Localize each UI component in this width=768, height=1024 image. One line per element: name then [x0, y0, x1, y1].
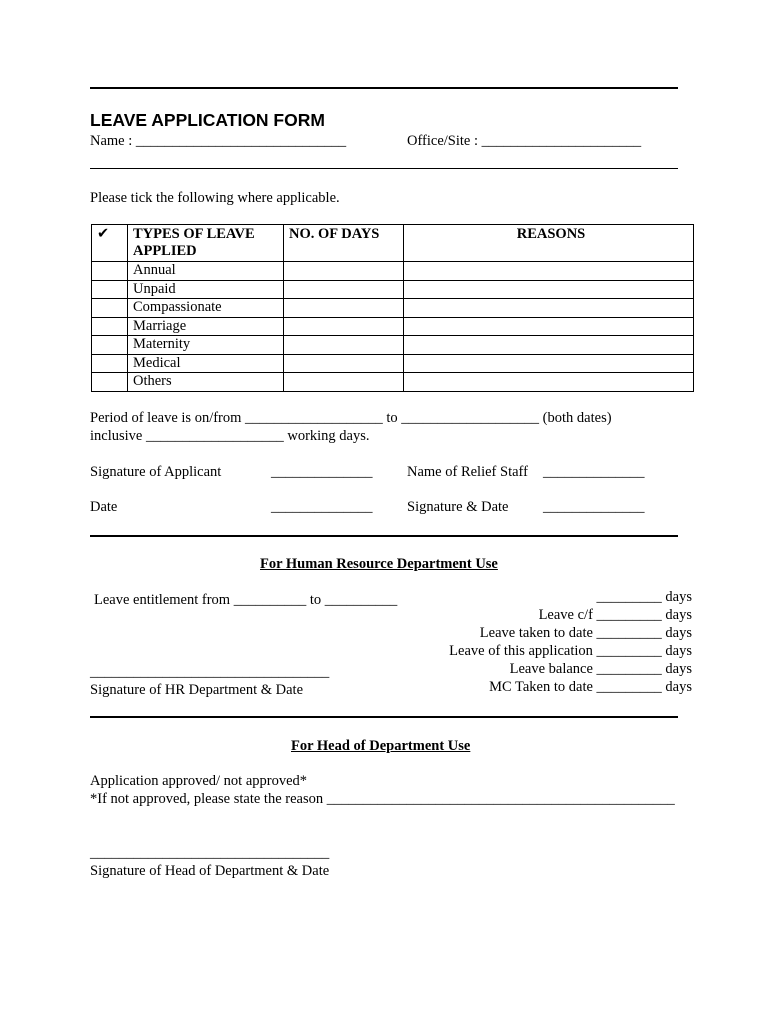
applicant-signature-field[interactable]: ______________ [271, 464, 373, 480]
hr-days-line[interactable]: _________ days [596, 589, 692, 605]
reason-cell[interactable] [404, 354, 694, 373]
relief-staff-label: Name of Relief Staff [407, 464, 528, 480]
name-field[interactable]: Name : _____________________________ [90, 133, 347, 149]
table-row [92, 299, 694, 318]
leave-this-application-line[interactable]: Leave of this application _________ days [449, 643, 692, 659]
leave-type-cell: Others [128, 373, 284, 392]
tick-cell[interactable] [92, 354, 128, 373]
tick-cell[interactable] [92, 299, 128, 318]
hod-signature-label: Signature of Head of Department & Date [90, 863, 330, 879]
col-reasons-header: REASONS [404, 225, 694, 262]
reason-cell[interactable] [404, 299, 694, 318]
approval-status-text[interactable]: Application approved/ not approved* [90, 773, 308, 789]
working-days-field[interactable]: inclusive ___________________ working days. [90, 428, 370, 444]
col-days-header: NO. OF DAYS [284, 225, 404, 262]
instruction-text: Please tick the following where applicable. [90, 190, 340, 206]
days-cell[interactable] [284, 354, 404, 373]
table-row [92, 317, 694, 336]
leave-type-cell: Unpaid [128, 280, 284, 299]
reason-cell[interactable] [404, 336, 694, 355]
leave-type-cell: Medical [128, 354, 284, 373]
leave-cf-line[interactable]: Leave c/f _________ days [538, 607, 692, 623]
signature-date-label: Signature & Date [407, 499, 509, 515]
hod-section-heading: For Head of Department Use [291, 738, 471, 754]
mc-taken-line[interactable]: MC Taken to date _________ days [489, 679, 692, 695]
section-divider-hod [90, 716, 678, 718]
leave-entitlement-field[interactable]: Leave entitlement from __________ to __________ [94, 592, 398, 608]
leave-types-table [91, 224, 694, 392]
days-cell[interactable] [284, 262, 404, 281]
reason-cell[interactable] [404, 280, 694, 299]
date-label: Date [90, 499, 118, 515]
tick-cell[interactable] [92, 373, 128, 392]
leave-balance-line[interactable]: Leave balance _________ days [509, 661, 692, 677]
rejection-reason-field[interactable]: *If not approved, please state the reason ________________________________________________ [90, 791, 675, 807]
table-row [92, 262, 694, 281]
leave-type-cell: Annual [128, 262, 284, 281]
table-row [92, 373, 694, 392]
tick-cell[interactable] [92, 317, 128, 336]
leave-type-cell: Marriage [128, 317, 284, 336]
days-cell[interactable] [284, 280, 404, 299]
date-field[interactable]: ______________ [271, 499, 373, 515]
reason-cell[interactable] [404, 373, 694, 392]
table-row [92, 336, 694, 355]
hr-section-heading: For Human Resource Department Use [260, 556, 498, 572]
relief-staff-field[interactable]: ______________ [543, 464, 645, 480]
table-header-row [92, 225, 694, 262]
applicant-signature-label: Signature of Applicant [90, 464, 222, 480]
tick-cell[interactable] [92, 262, 128, 281]
hr-signature-label: Signature of HR Department & Date [90, 682, 304, 698]
days-cell[interactable] [284, 336, 404, 355]
form-title: LEAVE APPLICATION FORM [90, 110, 325, 130]
reason-cell[interactable] [404, 262, 694, 281]
leave-type-cell: Maternity [128, 336, 284, 355]
top-rule [90, 87, 678, 89]
leave-type-cell: Compassionate [128, 299, 284, 318]
section-divider-hr [90, 535, 678, 537]
days-cell[interactable] [284, 373, 404, 392]
reason-cell[interactable] [404, 317, 694, 336]
tick-cell[interactable] [92, 336, 128, 355]
leave-period-field[interactable]: Period of leave is on/from ___________________ to ___________________ (both dates) [90, 410, 612, 426]
office-site-field[interactable]: Office/Site : ______________________ [407, 133, 642, 149]
hod-signature-line[interactable]: _________________________________ [90, 845, 330, 861]
leave-taken-line[interactable]: Leave taken to date _________ days [479, 625, 692, 641]
col-types-header: TYPES OF LEAVE APPLIED [128, 225, 284, 262]
hr-signature-line[interactable]: _________________________________ [90, 664, 330, 680]
table-row [92, 354, 694, 373]
days-cell[interactable] [284, 299, 404, 318]
tick-header-icon: ✔ [92, 225, 128, 262]
tick-cell[interactable] [92, 280, 128, 299]
days-cell[interactable] [284, 317, 404, 336]
table-row [92, 280, 694, 299]
header-underline [90, 168, 678, 169]
signature-date-field[interactable]: ______________ [543, 499, 645, 515]
